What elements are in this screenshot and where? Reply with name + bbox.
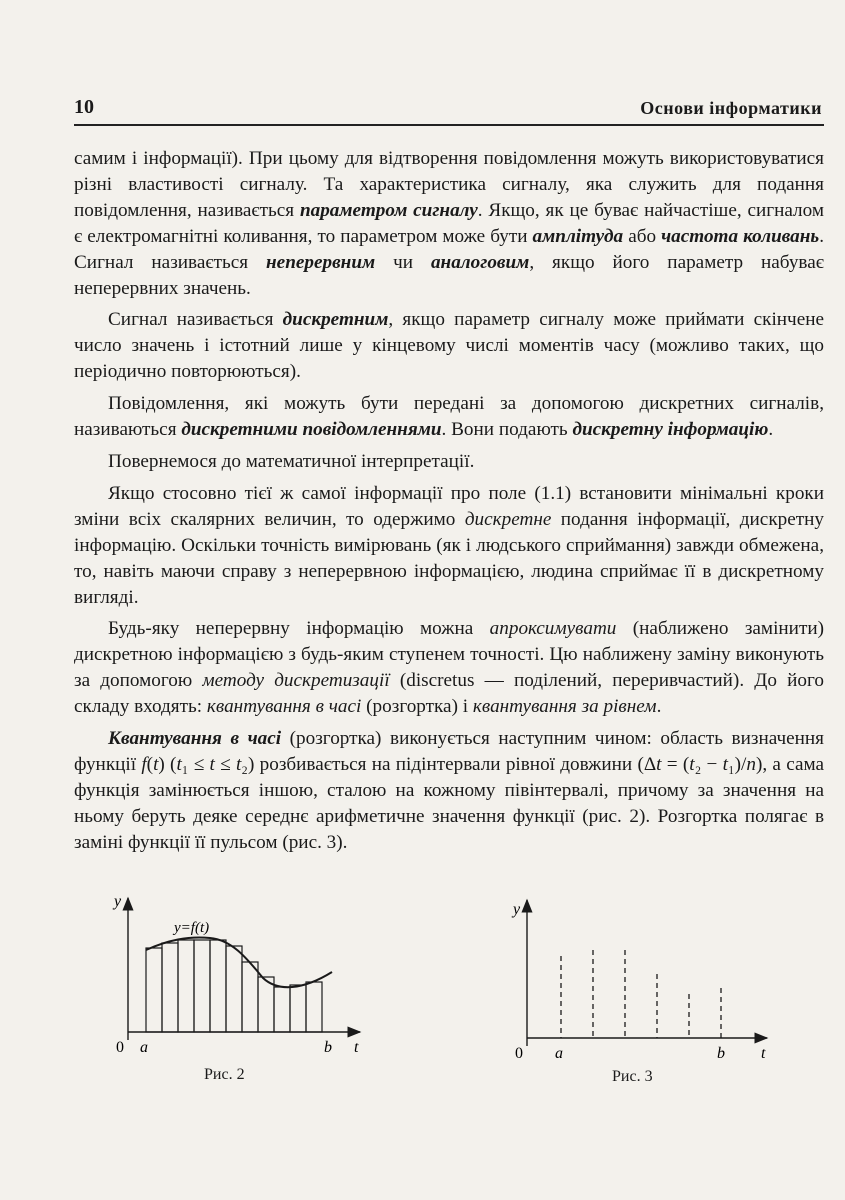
text-run: Повідомлення, які можуть бути передані за допомогою дискретних сигналів, називаються [74,393,824,441]
bar-10 [290,985,306,1032]
bar-8 [258,977,274,1032]
bar-5 [210,940,226,1032]
b-label: b [717,1045,725,1062]
pulse-lines [561,950,721,1038]
text-run: . Сигнал називається [74,225,824,273]
origin-label: 0 [116,1039,124,1056]
term: дискретним [282,309,389,331]
term: параметром сигналу [299,199,478,221]
emphasis: t [235,753,242,775]
paragraph [74,449,824,475]
bar-6 [226,946,242,1032]
figure-2 [108,890,368,1060]
dashed-dividers [162,940,306,1032]
text-run: , якщо параметр сигналу може приймати скінчене число значень і істотний лише у кінцевому числі моментів часу (можливо таких, що періодично повторюються). [74,309,824,383]
paragraph [74,481,824,611]
text-run: (розгортка) і [361,696,473,718]
text-run: . Вони подають [441,419,573,441]
emphasis: апроксимувати [489,618,617,640]
text-run: Повернемося до математичної інтерпретації. [108,450,475,472]
text-run: ₁)/ [727,753,747,775]
text-run: ₁ ≤ [181,753,210,775]
curve-label: y=f(t) [174,920,210,936]
text-run: (discretus — поділений, переривчастий). До його складу входять: [74,670,824,718]
figure-3-plot [505,892,775,1062]
text-run: ₂ − [694,753,723,775]
text-run: ), а сама функція замінюється іншою, сталою на кожному півінтервалі, причому за значення на ньому беруть деяке середнє арифметичне значення функції (рис. 2). Розгортка полягає в заміні функції її пульсом (рис. 3). [74,753,824,853]
figure-2-plot [108,890,368,1060]
x-axis-label: t [761,1045,766,1062]
bar-9 [274,987,290,1032]
text-run: чи [375,251,431,273]
text-run: , якщо його параметр набуває неперервних значень. [74,251,824,299]
a-label: a [555,1045,563,1062]
paragraph [74,146,824,301]
bar-2 [162,943,178,1032]
emphasis: t [153,753,159,775]
term: неперервним [266,251,376,273]
term: Квантування в часі [108,728,282,750]
body-text [74,146,824,862]
bar-11 [306,982,322,1032]
text-run: . Якщо, як це буває найчастіше, сигналом є електромагнітні коливання, то параметром може бути [74,199,825,247]
a-label: a [140,1039,148,1056]
b-label: b [324,1039,332,1056]
bar-1 [146,948,162,1032]
bar-7 [242,962,258,1032]
term: частота коливань [661,225,820,247]
text-run: ( [146,753,154,775]
text-run: Будь-яку неперервну інформацію можна [108,618,490,640]
figure-3 [505,892,775,1062]
text-run: самим і інформації). При цьому для відтворення повідомлення можуть використовуватися різні властивості сигналу. Та характеристика сигналу, яка служить для подання повідомлення, називається [74,148,824,221]
emphasis: квантування в часі [206,696,362,718]
paragraph [74,391,824,443]
text-run: . [768,419,774,441]
text-run: Якщо стосовно тієї ж самої інформації про поле (1.1) встановити мінімальні кроки зміни всіх скалярних величин, то одержимо [74,482,824,530]
term: амплітуда [532,225,624,247]
x-axis-label: t [354,1039,359,1056]
text-run: ) ( [158,753,177,775]
term: дискретними повідомленнями [181,419,442,441]
text-run: Сигнал називається [108,309,283,331]
text-run: (наближено замінити) дискретною інформацією з будь-яким ступенем точності. Цю наближену заміну виконують за допомогою [74,618,824,692]
text-run: ≤ [214,753,236,775]
figure-3-caption: Рис. 3 [612,1068,653,1085]
text-run: = ( [661,753,690,775]
text-run: (розгортка) виконується наступним чином: область визначення функції [74,728,824,775]
emphasis: f [141,753,147,775]
paragraph [74,307,824,385]
term: дискретну інформацію [572,419,769,441]
emphasis: t [656,753,662,775]
origin-label: 0 [515,1045,523,1062]
y-axis-label: y [513,901,521,918]
emphasis: n [746,753,756,775]
text-run: подання інформації, дискретну інформацію. Оскільки точність вимірювань (як і людського сприймання) завжди обмежена, то, навіть маючи справу з неперервною інформацією, людина сприймає її в дискретному вигляді. [74,508,824,608]
term: аналоговим [430,251,530,273]
page-header [74,94,824,126]
emphasis: дискретне [464,508,552,530]
running-title: Основи інформатики [640,98,822,118]
text-run: . [656,696,662,718]
paragraph [74,616,824,720]
bar-3 [178,940,194,1032]
text-run: або [623,225,662,247]
figure-2-caption: Рис. 2 [204,1066,245,1083]
page-number: 10 [74,96,94,118]
emphasis: t [722,753,728,775]
emphasis: t [176,753,182,775]
emphasis: t [689,753,695,775]
text-run: ₂) розбивається на підінтервали рівної довжини (Δ [241,753,657,775]
y-axis-label: y [114,893,122,910]
emphasis: t [209,753,215,775]
emphasis: методу дискретизації [202,670,390,692]
emphasis: квантування за рівнем [472,696,657,718]
function-curve [146,938,332,988]
bar-4 [194,940,210,1032]
paragraph [74,726,824,856]
